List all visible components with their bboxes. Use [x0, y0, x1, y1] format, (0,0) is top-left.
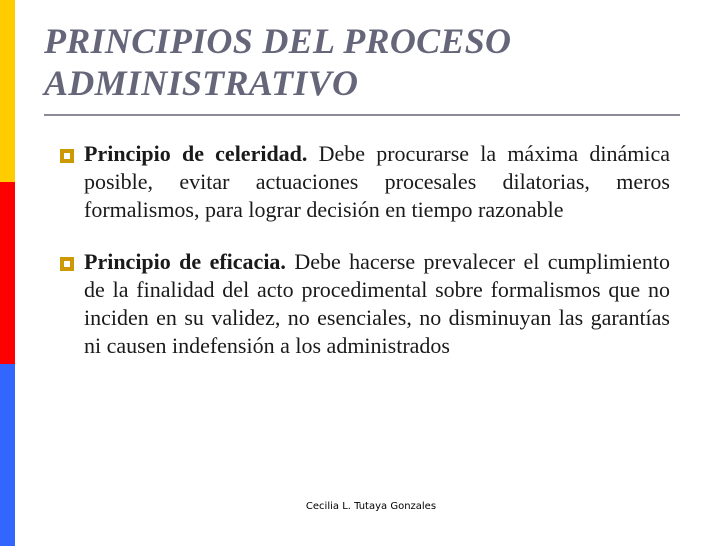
bullet-list	[58, 140, 670, 360]
title-divider	[44, 114, 680, 116]
color-bar-yellow-segment	[0, 0, 15, 182]
color-bar-red-segment	[0, 182, 15, 364]
square-bullet-icon	[60, 149, 74, 163]
left-color-bar	[0, 0, 15, 546]
bullet-item-eficacia	[58, 248, 670, 360]
bullet-lead-celeridad: Principio de celeridad.	[84, 141, 308, 166]
bullet-lead-eficacia: Principio de eficacia.	[84, 249, 286, 274]
color-bar-blue-segment	[0, 364, 15, 546]
square-bullet-icon	[60, 257, 74, 271]
slide-title: PRINCIPIOS DEL PROCESO ADMINISTRATIVO	[44, 21, 512, 103]
bullet-item-celeridad	[58, 140, 670, 224]
bullet-text-celeridad: Debe procurarse la máxima dinámica posible, evitar actuaciones procesales dilatorias, meros formalismos, para lograr decisión en tiempo razonable	[84, 141, 671, 222]
bullet-text-eficacia: Debe hacerse prevalecer el cumplimiento de la finalidad del acto procedimental sobre formalismos que no inciden en su validez, no esenciales, no disminuyan las garantías ni causen indefensión a los administrados	[84, 249, 670, 358]
slide-footer: Cecilia L. Tutaya Gonzales	[305, 501, 437, 512]
